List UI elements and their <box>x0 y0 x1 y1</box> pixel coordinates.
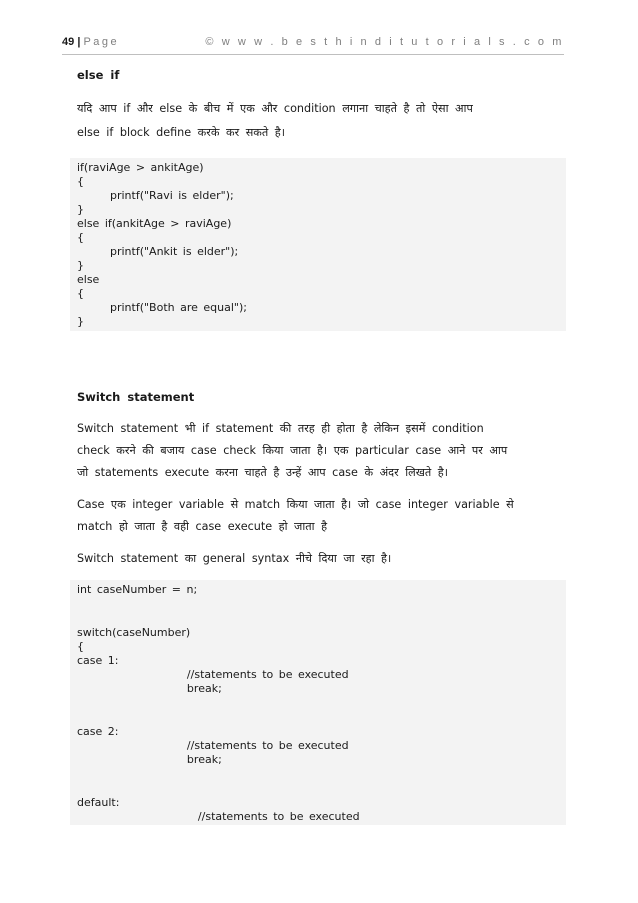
page-header <box>62 36 564 55</box>
code-line: { <box>77 231 84 244</box>
code-line: //statements to be executed <box>77 668 349 681</box>
switch-p2-line-2: match हो जाता है वही case execute हो जाता है <box>77 520 328 533</box>
page-word: Page <box>83 36 120 48</box>
site-url: © w w w . b e s t h i n d i t u t o r i a l s . c o m <box>205 36 564 48</box>
code-line: //statements to be executed <box>77 739 349 752</box>
code-line: else <box>77 273 100 286</box>
switch-p3: Switch statement का general syntax नीचे दिया जा रहा है। <box>77 552 392 565</box>
code-line: break; <box>77 753 222 766</box>
code-line: if(raviAge > ankitAge) <box>77 161 204 174</box>
switch-p2-line-1: Case एक integer variable से match किया जाता है। जो case integer variable से <box>77 498 514 511</box>
switch-p1-line-3: जो statements execute करना चाहते है उन्हें आप case के अंदर लिखते है। <box>77 466 448 479</box>
code-line: printf("Ankit is elder"); <box>77 245 239 258</box>
code-line: default: <box>77 796 120 809</box>
page-number: 49 <box>62 36 75 48</box>
code-line: case 2: <box>77 725 119 738</box>
else-if-line-1: यदि आप if और else के बीच में एक और condition लगाना चाहते है तो ऐसा आप <box>77 102 473 115</box>
code-line: case 1: <box>77 654 119 667</box>
else-if-line-2: else if block define करके कर सकते है। <box>77 126 285 139</box>
code-line: printf("Ravi is elder"); <box>77 189 234 202</box>
page-number-label <box>62 36 119 48</box>
code-line: //statements to be executed <box>77 810 360 823</box>
code-line: { <box>77 640 84 653</box>
code-line: break; <box>77 682 222 695</box>
header-separator: | <box>77 36 81 48</box>
code-line: } <box>77 315 84 328</box>
code-block-switch <box>70 580 566 825</box>
code-line: switch(caseNumber) <box>77 626 191 639</box>
switch-p1-line-1: Switch statement भी if statement की तरह ही होता है लेकिन इसमें condition <box>77 422 484 435</box>
code-line: printf("Both are equal"); <box>77 301 247 314</box>
switch-heading: Switch statement <box>77 390 195 404</box>
switch-p1-line-2: check करने की बजाय case check किया जाता है। एक particular case आने पर आप <box>77 444 508 457</box>
code-line: { <box>77 287 84 300</box>
code-line: else if(ankitAge > raviAge) <box>77 217 232 230</box>
code-line: int caseNumber = n; <box>77 583 198 596</box>
code-block-else-if <box>70 158 566 331</box>
else-if-heading: else if <box>77 68 120 82</box>
code-line: } <box>77 203 84 216</box>
code-line: { <box>77 175 84 188</box>
code-line: } <box>77 259 84 272</box>
